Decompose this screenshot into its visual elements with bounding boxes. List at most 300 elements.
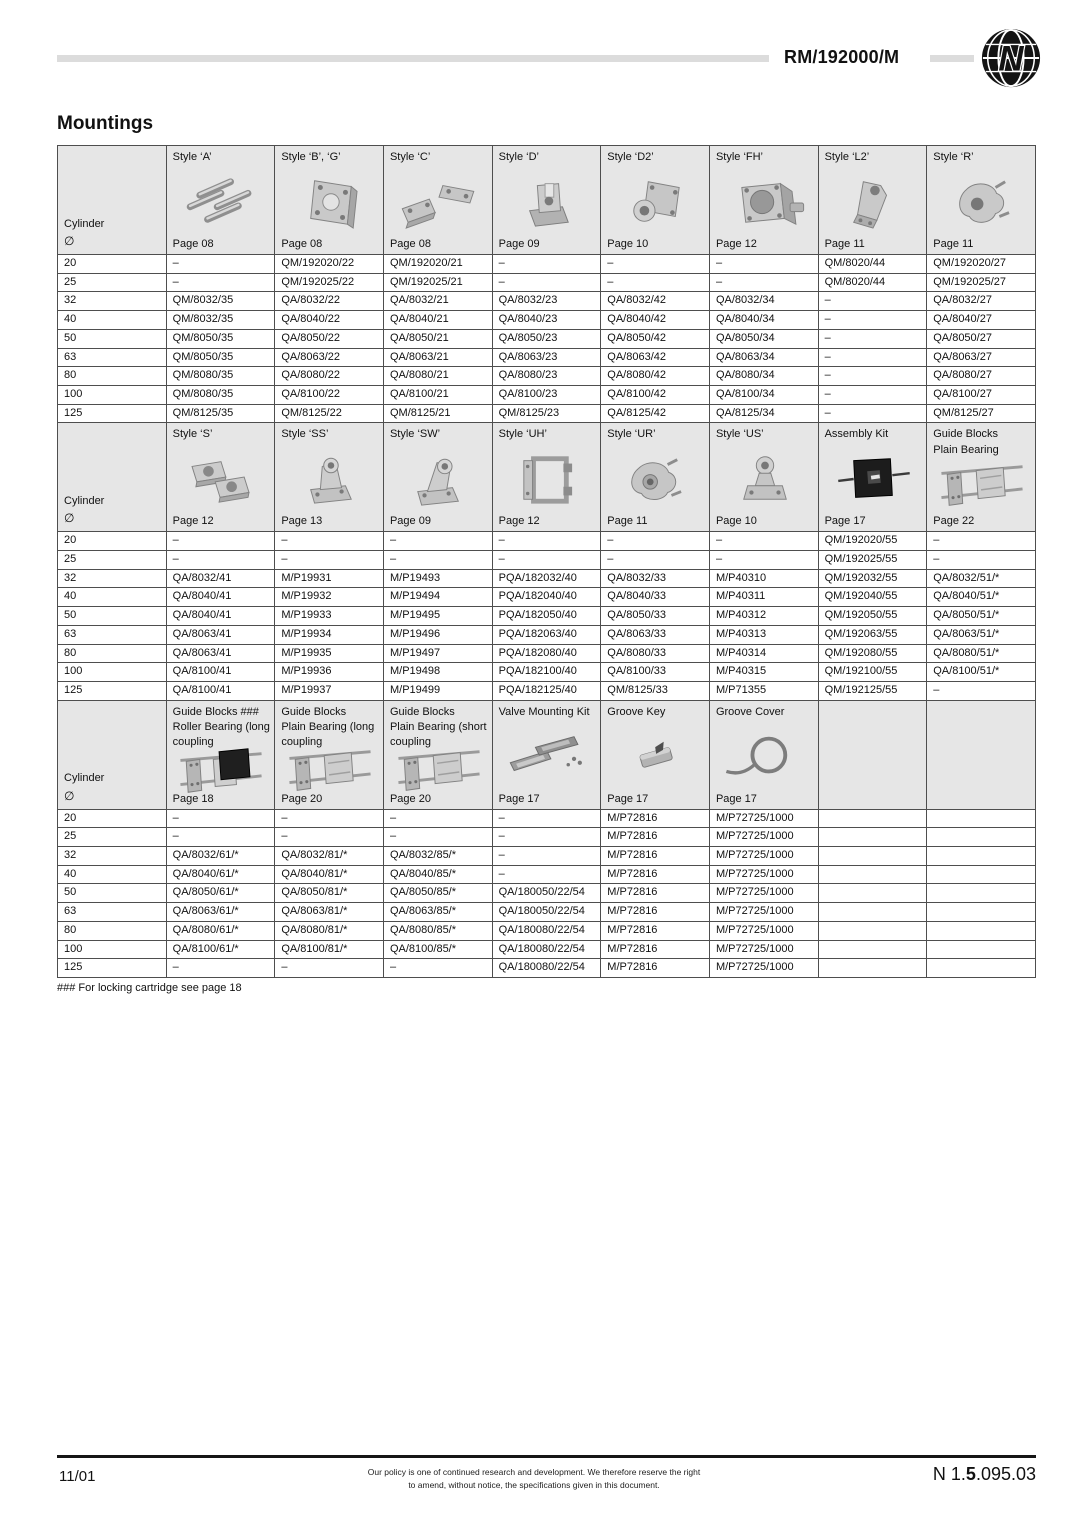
part-number-cell: QA/8032/21 <box>383 292 492 311</box>
style-title: Style ‘SS’ <box>281 428 329 441</box>
part-number-cell: – <box>818 329 927 348</box>
part-number-cell: M/P40314 <box>709 644 818 663</box>
part-number-cell: – <box>927 532 1036 551</box>
style-header-cell <box>166 423 275 532</box>
part-number-cell: QA/8063/23 <box>492 348 601 367</box>
page-ref: Page 09 <box>389 515 431 528</box>
table-row <box>58 292 1036 311</box>
cylinder-size-cell: 80 <box>58 644 167 663</box>
part-number-cell: QM/8125/22 <box>275 404 384 423</box>
part-number-cell: QA/8100/85/* <box>383 940 492 959</box>
mountings-table-body <box>58 146 1036 978</box>
part-number-cell: M/P40315 <box>709 663 818 682</box>
style-header-cell <box>601 423 710 532</box>
part-number-cell <box>818 921 927 940</box>
part-number-cell: QM/8032/35 <box>166 292 275 311</box>
part-number-cell: QA/8040/22 <box>275 311 384 330</box>
part-number-cell: – <box>383 532 492 551</box>
table-row <box>58 532 1036 551</box>
part-number-cell: QA/8040/42 <box>601 311 710 330</box>
part-number-cell: – <box>383 828 492 847</box>
style-title: Guide Blocks Plain Bearing (long coupling <box>281 705 375 749</box>
part-number-cell: – <box>927 681 1036 700</box>
part-number-cell: – <box>275 532 384 551</box>
part-number-cell <box>927 809 1036 828</box>
part-number-cell: QM/192050/55 <box>818 607 927 626</box>
part-number-cell: M/P19934 <box>275 625 384 644</box>
part-number-cell: QA/8032/81/* <box>275 847 384 866</box>
table-footnote: ### For locking cartridge see page 18 <box>57 981 242 994</box>
part-number-cell: QA/8040/51/* <box>927 588 1036 607</box>
part-number-cell: QA/8100/22 <box>275 385 384 404</box>
u-frame-icon <box>499 443 597 516</box>
style-title: Valve Mounting Kit <box>498 705 590 718</box>
part-number-cell: QA/180050/22/54 <box>492 903 601 922</box>
part-number-cell: – <box>275 959 384 978</box>
page-ref: Page 10 <box>715 515 757 528</box>
groove-key-icon <box>607 720 705 793</box>
swivel-foot-icon <box>281 443 379 516</box>
part-number-cell: PQA/182125/40 <box>492 681 601 700</box>
part-number-cell: M/P19499 <box>383 681 492 700</box>
page-ref: Page 12 <box>715 238 757 250</box>
table-row <box>58 348 1036 367</box>
style-title: Groove Key <box>607 705 666 718</box>
table-row <box>58 607 1036 626</box>
part-number-cell: QA/8040/27 <box>927 311 1036 330</box>
style-header-cell <box>166 146 275 255</box>
cylinder-size-cell: 125 <box>58 404 167 423</box>
part-number-cell: – <box>601 532 710 551</box>
part-number-cell <box>818 828 927 847</box>
svg-text:N: N <box>998 39 1024 79</box>
part-number-cell: QA/8080/33 <box>601 644 710 663</box>
footer-doc-number: N 1.5.095.03 <box>932 1464 1036 1484</box>
part-number-cell: – <box>818 404 927 423</box>
part-number-cell <box>818 903 927 922</box>
page-ref: Page 22 <box>933 515 975 528</box>
part-number-cell: – <box>492 828 601 847</box>
style-title: Style ‘SW’ <box>389 428 441 441</box>
valve-kit-icon <box>499 720 597 793</box>
part-number-cell: QA/8050/61/* <box>166 884 275 903</box>
cylinder-size-cell: 80 <box>58 367 167 386</box>
part-number-cell: M/P19496 <box>383 625 492 644</box>
flange-block-icon <box>716 165 814 238</box>
part-number-cell: QA/8050/81/* <box>275 884 384 903</box>
part-number-cell: M/P19932 <box>275 588 384 607</box>
guide-block-icon <box>281 751 379 793</box>
page-ref: Page 08 <box>172 238 214 250</box>
part-number-cell: QA/8080/85/* <box>383 921 492 940</box>
page-ref: Page 20 <box>389 792 431 805</box>
page-ref: Page 17 <box>498 792 540 805</box>
part-number-cell: QA/8080/23 <box>492 367 601 386</box>
part-number-cell: QM/8125/21 <box>383 404 492 423</box>
part-number-cell: QM/8020/44 <box>818 255 927 274</box>
table-wrap <box>57 145 1036 994</box>
mountings-table <box>57 145 1036 978</box>
part-number-cell: QA/8050/42 <box>601 329 710 348</box>
cylinder-size-cell: 25 <box>58 273 167 292</box>
part-number-cell: – <box>709 532 818 551</box>
part-number-cell: M/P72816 <box>601 940 710 959</box>
cylinder-size-cell: 125 <box>58 681 167 700</box>
part-number-cell: QA/8125/42 <box>601 404 710 423</box>
page-ref: Page 17 <box>715 792 757 805</box>
part-number-cell: QA/8080/81/* <box>275 921 384 940</box>
part-number-cell: QA/180080/22/54 <box>492 940 601 959</box>
part-number-cell: – <box>492 865 601 884</box>
part-number-cell: M/P72725/1000 <box>709 921 818 940</box>
part-number-cell: QA/8063/21 <box>383 348 492 367</box>
part-number-cell: – <box>818 292 927 311</box>
part-number-cell: QA/8063/34 <box>709 348 818 367</box>
part-number-cell: M/P72725/1000 <box>709 903 818 922</box>
part-number-cell: QA/180080/22/54 <box>492 921 601 940</box>
part-number-cell: QM/192040/55 <box>818 588 927 607</box>
part-number-cell: – <box>818 367 927 386</box>
part-number-cell: M/P72816 <box>601 847 710 866</box>
part-number-cell: QA/180080/22/54 <box>492 959 601 978</box>
angle-lug-icon <box>825 165 923 238</box>
part-number-cell: – <box>166 959 275 978</box>
part-number-cell: QA/8063/81/* <box>275 903 384 922</box>
style-title: Guide Blocks Plain Bearing (short coupling <box>389 705 487 749</box>
part-number-cell: QA/8100/27 <box>927 385 1036 404</box>
part-number-cell: M/P19498 <box>383 663 492 682</box>
style-title: Groove Cover <box>715 705 785 718</box>
part-number-cell: QM/192025/55 <box>818 551 927 570</box>
guide-block-icon <box>390 751 488 793</box>
part-number-cell: – <box>383 551 492 570</box>
part-number-cell: QA/8063/41 <box>166 625 275 644</box>
cylinder-size-cell: 40 <box>58 588 167 607</box>
swivel-bracket-icon <box>390 443 488 516</box>
footer-policy-line2: to amend, without notice, the specifications given in this document. <box>408 1479 660 1490</box>
part-number-cell: M/P72816 <box>601 959 710 978</box>
diameter-symbol: ∅ <box>64 788 75 803</box>
part-number-cell: M/P72725/1000 <box>709 959 818 978</box>
cylinder-label: Cylinder <box>64 772 105 785</box>
style-title: Style ‘D’ <box>498 151 539 163</box>
page-ref: Page 17 <box>607 792 649 805</box>
page-ref: Page 18 <box>172 792 214 805</box>
part-number-cell: QM/8125/33 <box>601 681 710 700</box>
part-number-cell: QA/8080/51/* <box>927 644 1036 663</box>
style-title: Style ‘FH’ <box>715 151 763 163</box>
table-row <box>58 663 1036 682</box>
groove-cover-icon <box>716 720 814 793</box>
part-number-cell: QA/8032/33 <box>601 569 710 588</box>
part-number-cell: QM/192020/21 <box>383 255 492 274</box>
part-number-cell: M/P72816 <box>601 809 710 828</box>
part-number-cell: QA/8050/22 <box>275 329 384 348</box>
part-number-cell: QM/192125/55 <box>818 681 927 700</box>
part-number-cell: QA/8100/33 <box>601 663 710 682</box>
part-number-cell <box>927 828 1036 847</box>
cylinder-size-cell: 100 <box>58 940 167 959</box>
style-header-cell <box>709 700 818 809</box>
part-number-cell: QM/8050/35 <box>166 329 275 348</box>
part-number-cell <box>818 809 927 828</box>
cylinder-size-cell: 50 <box>58 884 167 903</box>
part-number-cell: QA/8040/23 <box>492 311 601 330</box>
part-number-cell: QA/8080/27 <box>927 367 1036 386</box>
table-row <box>58 903 1036 922</box>
section-2-header-row <box>58 423 1036 532</box>
cylinder-size-cell: 32 <box>58 847 167 866</box>
part-number-cell: QA/8100/34 <box>709 385 818 404</box>
part-number-cell: QM/8125/23 <box>492 404 601 423</box>
part-number-cell: – <box>492 551 601 570</box>
style-title: Style ‘UR’ <box>607 428 656 441</box>
part-number-cell: QM/192020/27 <box>927 255 1036 274</box>
part-number-cell: – <box>709 273 818 292</box>
style-header-cell <box>383 423 492 532</box>
part-number-cell: QA/8100/42 <box>601 385 710 404</box>
style-header-cell <box>275 146 384 255</box>
part-number-cell: M/P19497 <box>383 644 492 663</box>
part-number-cell <box>927 940 1036 959</box>
part-number-cell: M/P72816 <box>601 884 710 903</box>
style-header-cell <box>818 146 927 255</box>
style-header-cell <box>275 423 384 532</box>
part-number-cell: M/P19493 <box>383 569 492 588</box>
part-number-cell: QM/192020/55 <box>818 532 927 551</box>
section-1-header-row <box>58 146 1036 255</box>
part-number-cell: QA/8080/21 <box>383 367 492 386</box>
part-number-cell: QA/8063/27 <box>927 348 1036 367</box>
part-number-cell: QM/8020/44 <box>818 273 927 292</box>
page-title: Mountings <box>57 113 154 134</box>
style-header-cell <box>275 700 384 809</box>
header-rule-left <box>57 55 769 62</box>
page-ref: Page 11 <box>933 238 974 250</box>
cylinder-size-cell: 20 <box>58 532 167 551</box>
style-header-cell <box>166 700 275 809</box>
part-number-cell: – <box>927 551 1036 570</box>
part-number-cell: QA/8040/85/* <box>383 865 492 884</box>
part-number-cell: M/P19936 <box>275 663 384 682</box>
page-ref: Page 11 <box>607 515 648 528</box>
part-number-cell: – <box>492 847 601 866</box>
part-number-cell: M/P19495 <box>383 607 492 626</box>
style-title: Style ‘D2’ <box>607 151 654 163</box>
style-title: Style ‘UH’ <box>498 428 547 441</box>
trunnion-blocks-icon <box>173 443 271 516</box>
part-number-cell: – <box>383 959 492 978</box>
cylinder-size-cell: 20 <box>58 809 167 828</box>
header-rule-right <box>930 55 974 62</box>
part-number-cell: M/P72816 <box>601 865 710 884</box>
part-number-cell: PQA/182050/40 <box>492 607 601 626</box>
part-number-cell <box>818 847 927 866</box>
style-header-cell <box>709 146 818 255</box>
part-number-cell: QA/8032/61/* <box>166 847 275 866</box>
table-row <box>58 255 1036 274</box>
norgren-globe-icon <box>980 27 1042 89</box>
cylinder-size-cell: 50 <box>58 329 167 348</box>
assembly-kit-icon <box>825 443 923 516</box>
part-number-cell: QA/8080/61/* <box>166 921 275 940</box>
cylinder-size-cell: 50 <box>58 607 167 626</box>
cylinder-size-cell: 100 <box>58 385 167 404</box>
style-title: Style ‘L2’ <box>824 151 870 163</box>
part-number-cell: QA/8032/41 <box>166 569 275 588</box>
eye-bracket-icon <box>607 165 705 238</box>
part-number-cell: QA/8100/51/* <box>927 663 1036 682</box>
part-number-cell: QA/8050/33 <box>601 607 710 626</box>
cylinder-size-cell: 25 <box>58 828 167 847</box>
table-row <box>58 588 1036 607</box>
style-title: Style ‘R’ <box>933 151 974 163</box>
part-number-cell: QA/8080/34 <box>709 367 818 386</box>
part-number-cell: M/P72816 <box>601 903 710 922</box>
document-code: RM/192000/M <box>784 47 900 67</box>
part-number-cell: QA/8040/41 <box>166 607 275 626</box>
part-number-cell: M/P72725/1000 <box>709 828 818 847</box>
part-number-cell: QM/192032/55 <box>818 569 927 588</box>
style-title: Style ‘US’ <box>715 428 764 441</box>
part-number-cell: QA/8032/51/* <box>927 569 1036 588</box>
part-number-cell: QA/8063/61/* <box>166 903 275 922</box>
part-number-cell: QA/8032/23 <box>492 292 601 311</box>
part-number-cell: QA/8100/41 <box>166 681 275 700</box>
part-number-cell: QA/8063/85/* <box>383 903 492 922</box>
style-title: Style ‘A’ <box>172 151 212 163</box>
part-number-cell: PQA/182032/40 <box>492 569 601 588</box>
style-header-cell <box>492 146 601 255</box>
part-number-cell: QA/8080/22 <box>275 367 384 386</box>
part-number-cell: – <box>166 273 275 292</box>
cylinder-label: Cylinder <box>64 494 105 507</box>
table-row <box>58 959 1036 978</box>
part-number-cell: QA/8040/41 <box>166 588 275 607</box>
part-number-cell: QM/8125/27 <box>927 404 1036 423</box>
style-header-cell <box>383 700 492 809</box>
part-number-cell: – <box>166 809 275 828</box>
part-number-cell: – <box>166 551 275 570</box>
cylinder-size-cell: 20 <box>58 255 167 274</box>
part-number-cell: QA/8032/85/* <box>383 847 492 866</box>
part-number-cell: QA/8100/21 <box>383 385 492 404</box>
part-number-cell: – <box>383 809 492 828</box>
table-row <box>58 884 1036 903</box>
page-ref: Page 08 <box>281 238 323 250</box>
page-ref: Page 20 <box>281 792 323 805</box>
part-number-cell: QA/8100/61/* <box>166 940 275 959</box>
part-number-cell: M/P40311 <box>709 588 818 607</box>
part-number-cell: QM/192025/22 <box>275 273 384 292</box>
part-number-cell: QA/8032/34 <box>709 292 818 311</box>
part-number-cell: M/P72725/1000 <box>709 809 818 828</box>
table-row <box>58 329 1036 348</box>
cylinder-header-cell <box>58 423 167 532</box>
cylinder-size-cell: 63 <box>58 625 167 644</box>
part-number-cell: M/P40312 <box>709 607 818 626</box>
page-ref: Page 09 <box>498 238 540 250</box>
part-number-cell: QA/8040/61/* <box>166 865 275 884</box>
part-number-cell <box>927 865 1036 884</box>
part-number-cell: – <box>492 809 601 828</box>
part-number-cell: – <box>709 551 818 570</box>
part-number-cell: QM/192025/21 <box>383 273 492 292</box>
part-number-cell: M/P19937 <box>275 681 384 700</box>
part-number-cell: – <box>275 809 384 828</box>
part-number-cell: QM/192100/55 <box>818 663 927 682</box>
part-number-cell: QA/8080/42 <box>601 367 710 386</box>
table-row <box>58 644 1036 663</box>
page-ref: Page 13 <box>281 515 323 528</box>
style-title: Style ‘S’ <box>172 428 213 441</box>
table-row <box>58 828 1036 847</box>
page-ref: Page 12 <box>172 515 214 528</box>
part-number-cell: QA/8032/22 <box>275 292 384 311</box>
part-number-cell: QA/8050/34 <box>709 329 818 348</box>
part-number-cell: M/P72725/1000 <box>709 940 818 959</box>
part-number-cell: QA/8063/41 <box>166 644 275 663</box>
part-number-cell: QA/8063/51/* <box>927 625 1036 644</box>
cylinder-size-cell: 32 <box>58 569 167 588</box>
style-header-cell <box>927 423 1036 532</box>
footer-policy-line1: Our policy is one of continued research and development. We therefore reserve the right <box>367 1467 701 1477</box>
page-ref: Page 17 <box>824 515 866 528</box>
table-row <box>58 273 1036 292</box>
table-row <box>58 569 1036 588</box>
part-number-cell: QM/192020/22 <box>275 255 384 274</box>
style-header-cell <box>927 700 1036 809</box>
part-number-cell: M/P71355 <box>709 681 818 700</box>
footer-date: 11/01 <box>59 1468 96 1485</box>
tie-rods-icon <box>173 165 271 238</box>
style-title: Guide Blocks ### Roller Bearing (long coupling <box>172 705 270 749</box>
table-row <box>58 385 1036 404</box>
table-row <box>58 551 1036 570</box>
part-number-cell: – <box>601 255 710 274</box>
part-number-cell: – <box>601 273 710 292</box>
part-number-cell: QA/8050/51/* <box>927 607 1036 626</box>
part-number-cell: QA/8050/27 <box>927 329 1036 348</box>
table-row <box>58 940 1036 959</box>
part-number-cell <box>818 884 927 903</box>
part-number-cell: M/P40310 <box>709 569 818 588</box>
table-row <box>58 625 1036 644</box>
part-number-cell: M/P72725/1000 <box>709 847 818 866</box>
part-number-cell <box>818 865 927 884</box>
pivot-eye-icon <box>607 443 705 516</box>
style-title: Style ‘C’ <box>389 151 431 163</box>
style-header-cell <box>818 423 927 532</box>
cylinder-header-cell <box>58 700 167 809</box>
guide-block-icon <box>933 458 1031 515</box>
part-number-cell: QA/8063/42 <box>601 348 710 367</box>
part-number-cell: – <box>492 273 601 292</box>
page-ref: Page 12 <box>498 515 540 528</box>
pivot-bracket-icon <box>933 165 1031 238</box>
style-header-cell <box>709 423 818 532</box>
part-number-cell: – <box>492 532 601 551</box>
cylinder-size-cell: 63 <box>58 903 167 922</box>
table-row <box>58 847 1036 866</box>
empty-icon-slot <box>933 705 1031 805</box>
swivel-eye-icon <box>716 443 814 516</box>
part-number-cell: QA/8040/21 <box>383 311 492 330</box>
part-number-cell <box>927 921 1036 940</box>
part-number-cell <box>818 959 927 978</box>
part-number-cell: – <box>601 551 710 570</box>
guide-block-dark-icon <box>173 751 271 793</box>
